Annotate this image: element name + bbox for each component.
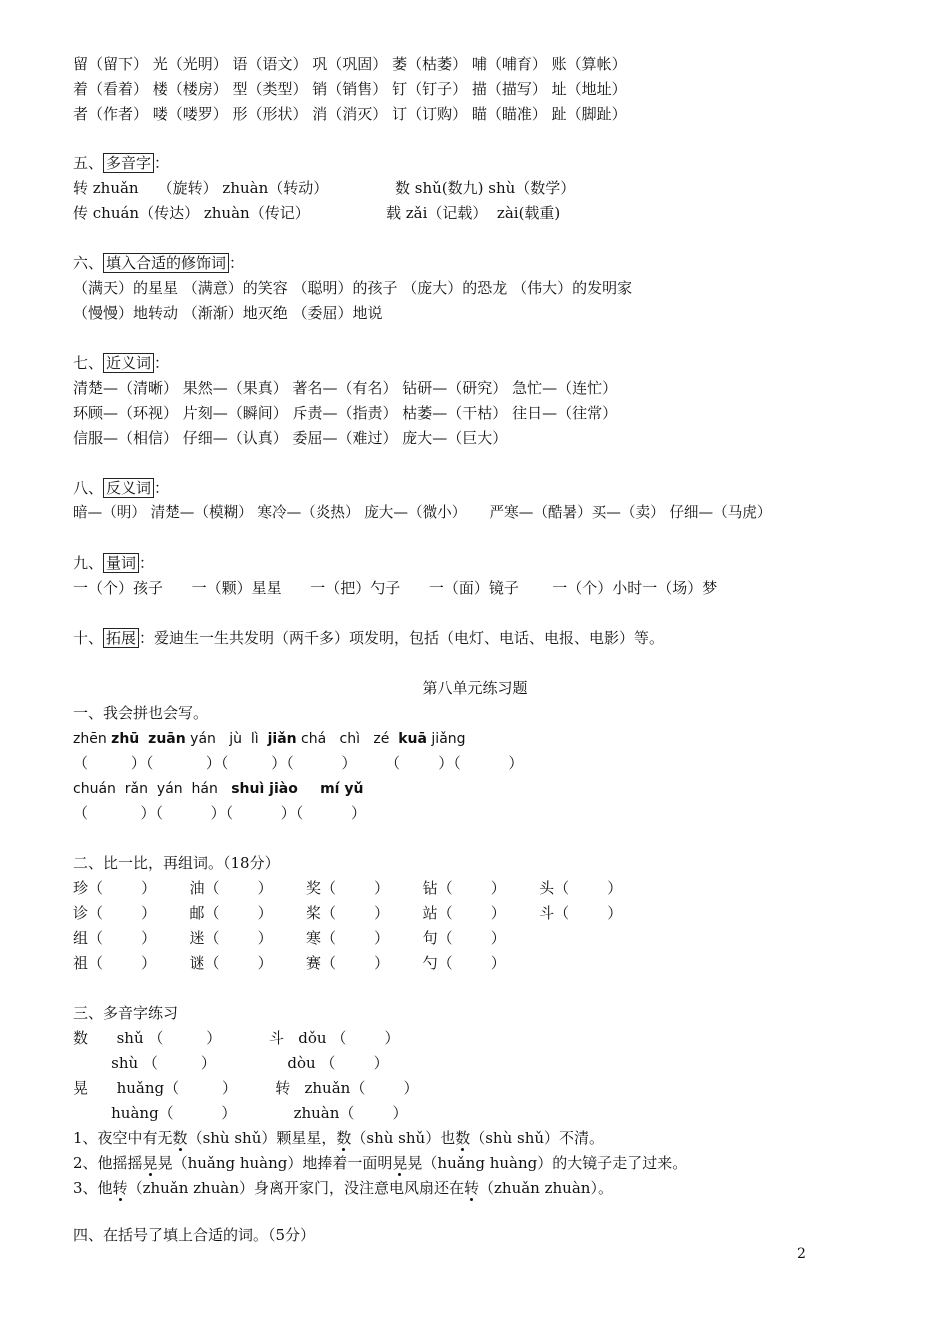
- section-6-heading: [73, 253, 244, 273]
- sentence-text: 2、他摇摇: [73, 1154, 143, 1172]
- pinyin: shuì jiào: [231, 781, 298, 797]
- section-5-line-2: 传 chuán（传达） zhuàn（传记） 载 zǎi（记载） zài(载重): [73, 204, 561, 222]
- section-8-line-1: 暗—（明） 清楚—（模糊） 寒冷—（炎热） 庞大—（微小） 严寒—（酷暑）买—（卖） 仔细—（马虎）: [73, 504, 772, 521]
- q3-row-1: 数 shǔ （ ） 斗 dǒu （ ）: [73, 1029, 400, 1047]
- section-number: 七、: [73, 354, 104, 372]
- section-10-line: [73, 628, 664, 648]
- section-5-line-1: 转 zhuǎn （旋转） zhuàn（转动） 数 shǔ(数九) shù（数学）: [73, 179, 576, 197]
- sentence-text: 3、他: [73, 1179, 113, 1197]
- section-title: 反义词: [103, 478, 154, 498]
- dotted-char: 转: [112, 1179, 128, 1197]
- vocab-row-3: 者（作者） 喽（喽罗） 形（形状） 消（消灭） 订（订购） 瞄（瞄准） 趾（脚趾）: [73, 105, 627, 123]
- section-7-line-1: 清楚—（清晰） 果然—（果真） 著名—（有名） 钻研—（研究） 急忙—（连忙）: [73, 379, 618, 397]
- sentence-text: （shù shǔ）颗星星，: [187, 1129, 337, 1147]
- q1-answer-brackets-1: （ ）（ ）（ ）（ ） （ ）（ ）: [73, 754, 524, 772]
- pinyin: jiǎn: [267, 731, 297, 747]
- sentence-text: （shù shǔ）也: [351, 1129, 456, 1147]
- section-number: 十、: [73, 629, 104, 647]
- pinyin: chá chì zé: [296, 731, 399, 747]
- section-6-line-1: （满天）的星星 （满意）的笑容 （聪明）的孩子 （庞大）的恐龙 （伟大）的发明家: [73, 279, 633, 297]
- section-8-heading: [73, 478, 169, 498]
- q2-row-3: 组（ ） 迷（ ） 寒（ ） 句（ ）: [73, 929, 506, 947]
- dotted-char: 晃: [142, 1154, 158, 1172]
- q3-heading: 三、多音字练习: [73, 1004, 179, 1022]
- colon: ：: [154, 154, 170, 172]
- colon: ：: [154, 479, 170, 497]
- q3-row-2: shù （ ） dòu （ ）: [73, 1054, 389, 1072]
- colon: ：: [229, 254, 245, 272]
- sentence-text: 1、夜空中有无: [73, 1129, 173, 1147]
- page-number: 2: [797, 1246, 806, 1262]
- pinyin: yán jù lì: [185, 731, 268, 747]
- section-9-heading: [73, 553, 154, 573]
- section-title: 多音字: [103, 153, 154, 173]
- sentence-text: （zhuǎn zhuàn）身离开家门，没注意电风扇还在: [127, 1179, 464, 1197]
- section-7-heading: [73, 353, 169, 373]
- colon: ：: [139, 554, 155, 572]
- q3-sentence-3: [73, 1178, 613, 1198]
- pinyin: mí yǔ: [320, 781, 364, 797]
- section-10-text: ：爱迪生一生共发明（两千多）项发明，包括（电灯、电话、电报、电影）等。: [139, 629, 665, 647]
- q1-answer-brackets-2: （ ）（ ）（ ）（ ）: [73, 804, 366, 822]
- unit-title: 第八单元练习题: [422, 679, 528, 697]
- dotted-char: 晃: [392, 1154, 408, 1172]
- q3-sentence-1: [73, 1128, 604, 1148]
- section-7-line-3: 信服—（相信） 仔细—（认真） 委屈—（难过） 庞大—（巨大）: [73, 429, 508, 447]
- q1-pinyin-row-2: [73, 778, 363, 799]
- colon: ：: [154, 354, 170, 372]
- vocab-row-2: 着（看着） 楼（楼房） 型（类型） 销（销售） 钉（钉子） 描（描写） 址（地址）: [73, 80, 627, 98]
- sentence-text: 晃（huǎng huàng）地捧着一面明: [157, 1154, 393, 1172]
- section-number: 八、: [73, 479, 104, 497]
- section-number: 九、: [73, 554, 104, 572]
- section-7-line-2: 环顾—（环视） 片刻—（瞬间） 斥责—（指责） 枯萎—（干枯） 往日—（往常）: [73, 404, 618, 422]
- sentence-text: 晃（huǎng huàng）的大镜子走了过来。: [407, 1154, 688, 1172]
- dotted-char: 数: [455, 1129, 471, 1147]
- dotted-char: 转: [464, 1179, 480, 1197]
- pinyin: [139, 731, 148, 747]
- sentence-text: （shù shǔ）不清。: [470, 1129, 605, 1147]
- section-title: 量词: [103, 553, 139, 573]
- q2-row-2: 诊（ ） 邮（ ） 桨（ ） 站（ ） 斗（ ）: [73, 904, 623, 922]
- q2-heading: 二、比一比，再组词。（18分）: [73, 854, 280, 872]
- section-5-heading: [73, 153, 169, 173]
- section-number: 五、: [73, 154, 104, 172]
- pinyin: [298, 781, 320, 797]
- section-title: 填入合适的修饰词: [103, 253, 229, 273]
- q3-sentence-2: [73, 1153, 687, 1173]
- sentence-text: （zhuǎn zhuàn）。: [479, 1179, 613, 1197]
- vocab-row-1: 留（留下） 光（光明） 语（语文） 巩（巩固） 萎（枯萎） 哺（哺育） 账（算帐）: [73, 55, 627, 73]
- q3-row-3: 晃 huǎng（ ） 转 zhuǎn（ ）: [73, 1079, 419, 1097]
- q1-pinyin-row-1: [73, 728, 466, 749]
- section-title: 拓展: [103, 628, 139, 648]
- q4-heading: 四、在括号了填上合适的词。（5分）: [73, 1226, 316, 1244]
- dotted-char: 数: [172, 1129, 188, 1147]
- pinyin: zhēn: [73, 731, 112, 747]
- section-number: 六、: [73, 254, 104, 272]
- pinyin: zuān: [148, 731, 186, 747]
- q1-heading: 一、我会拼也会写。: [73, 704, 209, 722]
- pinyin: chuán rǎn yán hán: [73, 781, 232, 797]
- section-6-line-2: （慢慢）地转动 （渐渐）地灭绝 （委屈）地说: [73, 304, 383, 322]
- q3-row-4: huàng（ ） zhuàn（ ）: [73, 1104, 408, 1122]
- q2-row-4: 祖（ ） 谜（ ） 赛（ ） 勺（ ）: [73, 954, 506, 972]
- q2-row-1: 珍（ ） 油（ ） 奖（ ） 钻（ ） 头（ ）: [73, 879, 623, 897]
- section-title: 近义词: [103, 353, 154, 373]
- pinyin: jiǎng: [426, 731, 466, 747]
- pinyin: kuā: [398, 731, 427, 747]
- pinyin: zhū: [111, 731, 140, 747]
- dotted-char: 数: [336, 1129, 352, 1147]
- section-9-line-1: 一（个）孩子 一（颗）星星 一（把）勺子 一（面）镜子 一（个）小时一（场）梦: [73, 579, 718, 597]
